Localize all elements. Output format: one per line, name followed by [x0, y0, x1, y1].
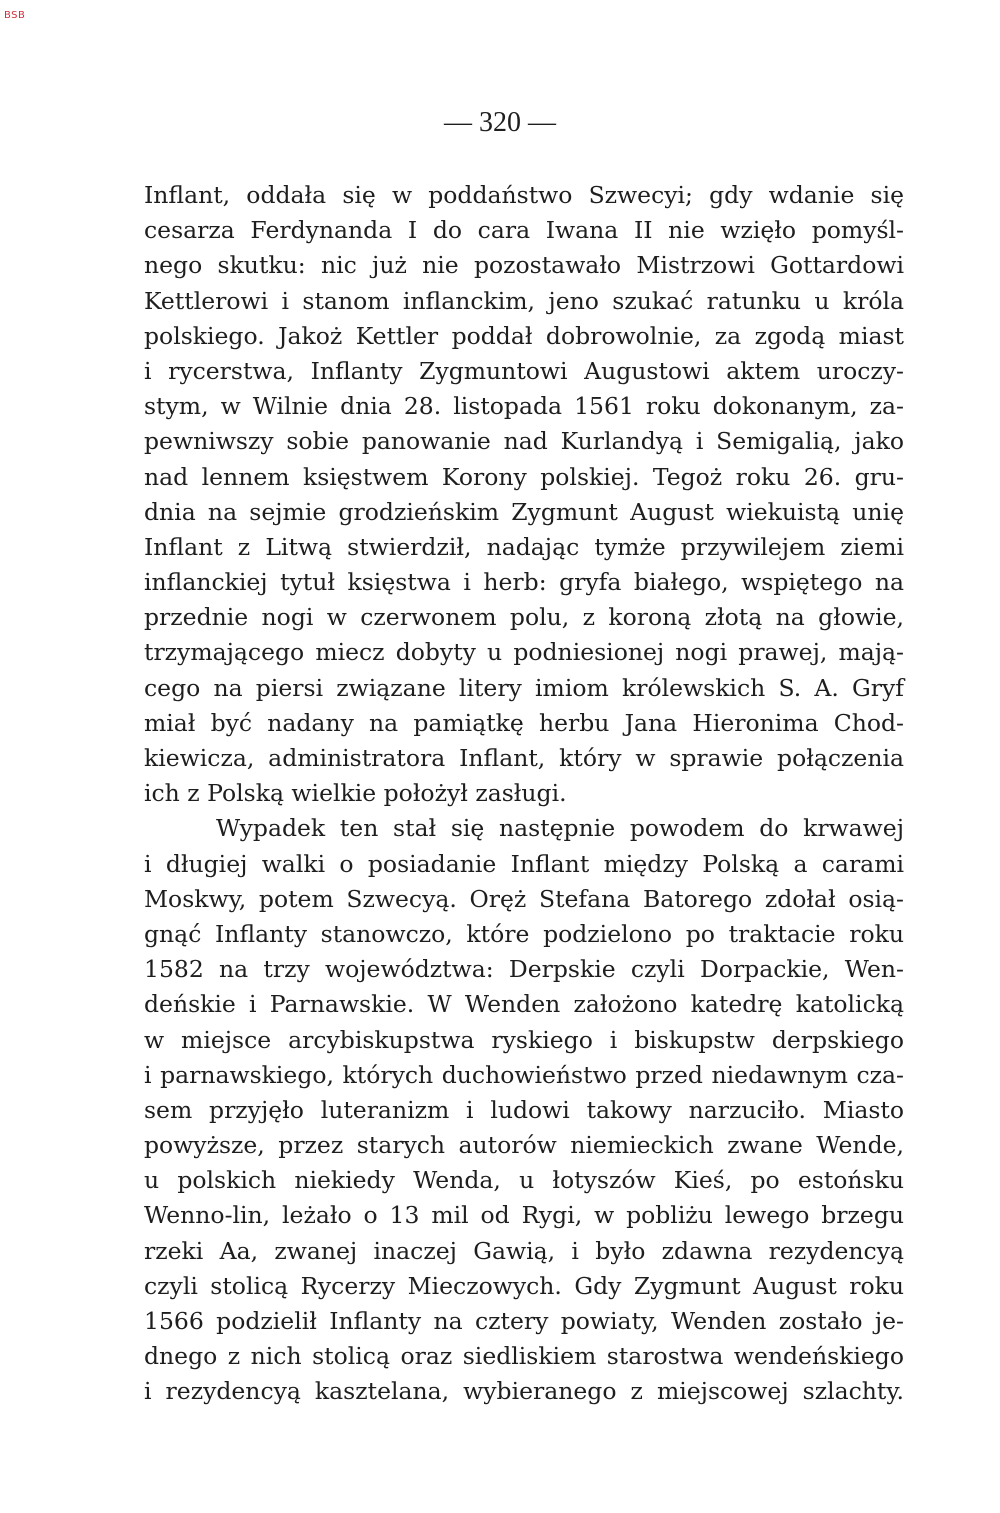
text-line: czyli stolicą Rycerzy Mieczowych. Gdy Zygmunt August roku	[144, 1271, 904, 1300]
text-line: Inflant z Litwą stwierdził, nadając tymże przywilejem ziemi	[144, 532, 904, 561]
text-line: stym, w Wilnie dnia 28. listopada 1561 roku dokonanym, za-	[144, 392, 904, 421]
library-stamp: BSB	[4, 10, 26, 21]
text-line: dnego z nich stolicą oraz siedliskiem starostwa wendeńskiego	[144, 1342, 904, 1371]
body-text	[144, 178, 904, 1410]
text-line: inflanckiej tytuł księstwa i herb: gryfa białego, wspiętego na	[144, 568, 904, 597]
text-line: nad lennem księstwem Korony polskiej. Tegoż roku 26. gru-	[144, 462, 904, 491]
text-line: 1582 na trzy województwa: Derpskie czyli Dorpackie, Wen-	[144, 955, 904, 984]
text-line: polskiego. Jakoż Kettler poddał dobrowolnie, za zgodą miast	[144, 321, 904, 350]
text-line: i parnawskiego, których duchowieństwo przed niedawnym cza-	[144, 1060, 904, 1089]
text-line: gnąć Inflanty stanowczo, które podzielono po traktacie roku	[144, 919, 904, 948]
text-line: Inflant, oddała się w poddaństwo Szwecyi; gdy wdanie się	[144, 181, 904, 209]
text-line: miał być nadany na pamiątkę herbu Jana Hieronima Chod-	[144, 708, 904, 737]
text-line: kiewicza, administratora Inflant, który w sprawie połączenia	[144, 744, 904, 772]
paragraph-start-line: Wypadek ten stał się następnie powodem do krwawej	[216, 814, 904, 843]
text-line: w miejsce arcybiskupstwa ryskiego i biskupstw derpskiego	[144, 1025, 904, 1054]
text-line: powyższe, przez starych autorów niemieckich zwane Wende,	[144, 1131, 904, 1160]
text-line: deńskie i Parnawskie. W Wenden założono katedrę katolicką	[144, 990, 904, 1019]
text-line: sem przyjęło luteranizm i ludowi takowy narzuciło. Miasto	[144, 1095, 904, 1124]
text-line: i długiej walki o posiadanie Inflant między Polską a carami	[144, 849, 904, 878]
page-number: — 320 —	[444, 107, 556, 138]
text-line: Kettlerowi i stanom inflanckim, jeno szukać ratunku u króla	[144, 286, 904, 315]
text-line: rzeki Aa, zwanej inaczej Gawią, i było zdawna rezydencyą	[144, 1236, 904, 1265]
text-line: trzymającego miecz dobyty u podniesionej nogi prawej, mają-	[144, 638, 904, 667]
text-line: i rezydencyą kasztelana, wybieranego z miejscowej szlachty.	[144, 1377, 904, 1406]
text-line: cesarza Ferdynanda I do cara Iwana II nie wzięło pomyśl-	[144, 216, 904, 245]
text-line: 1566 podzielił Inflanty na cztery powiaty, Wenden zostało je-	[144, 1307, 904, 1335]
text-line: i rycerstwa, Inflanty Zygmuntowi Augustowi aktem uroczy-	[144, 356, 904, 385]
text-line: przednie nogi w czerwonem polu, z koroną złotą na głowie,	[144, 603, 904, 632]
text-line: cego na piersi związane litery imiom królewskich S. A. Gryf	[144, 673, 904, 702]
text-line: nego skutku: nic już nie pozostawało Mistrzowi Gottardowi	[144, 251, 904, 280]
text-line: pewniwszy sobie panowanie nad Kurlandyą i Semigalią, jako	[144, 427, 904, 456]
text-line: Moskwy, potem Szwecyą. Oręż Stefana Batorego zdołał osią-	[144, 884, 904, 913]
paragraph-end-line: ich z Polską wielkie położył zasługi.	[144, 779, 567, 808]
text-line: dnia na sejmie grodzieńskim Zygmunt August wiekuistą unię	[144, 497, 904, 526]
text-line: Wenno-lin, leżało o 13 mil od Rygi, w pobliżu lewego brzegu	[144, 1201, 904, 1230]
text-line: u polskich niekiedy Wenda, u łotyszów Kieś, po estońsku	[144, 1166, 904, 1195]
